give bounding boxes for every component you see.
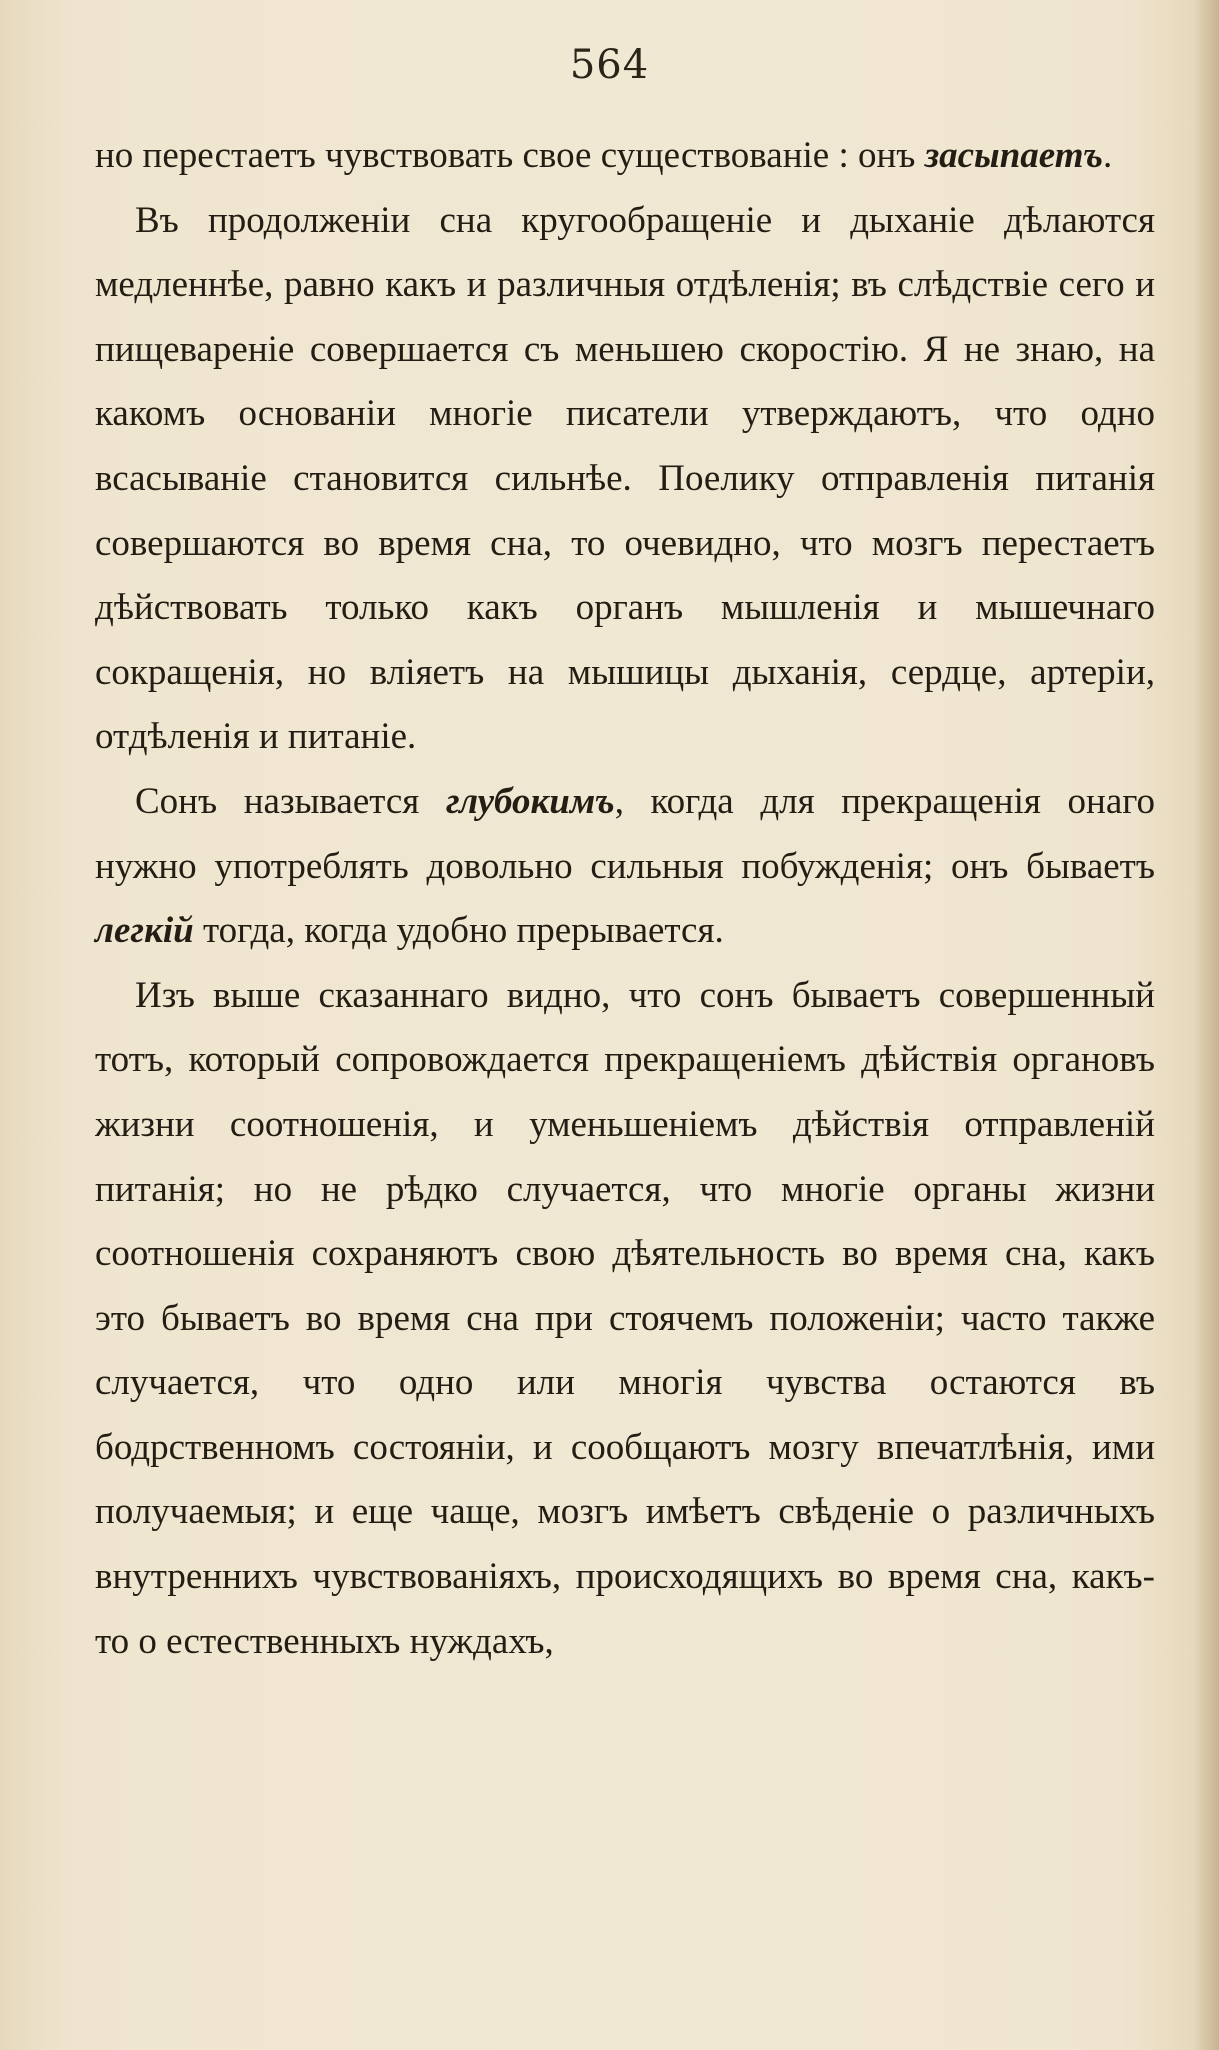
page-number: 564 bbox=[569, 42, 650, 88]
text-segment: Въ продолженіи сна кругообращеніе и дыханіе дѣлаются медленнѣе, равно какъ и различныя отдѣленія; въ слѣдствіе сего и пищевареніе совершается съ меньшею скоростію. Я не знаю, на какомъ основаніи многіе писатели утверждаютъ, что одно всасываніе становится сильнѣе. Поелику отправленія питанія совершаются во время сна, то очевидно, что мозгъ перестаетъ дѣйствовать только какъ органъ мышленія и мышечнаго сокращенія, но вліяетъ на мышицы дыханія, сердце, артеріи, отдѣленія и питаніе. bbox=[95, 199, 1155, 758]
italic-term-light: легкій bbox=[95, 910, 194, 952]
italic-term-deep: глубокимъ bbox=[445, 780, 615, 822]
page-gutter-shadow bbox=[1193, 0, 1219, 2050]
body-text bbox=[95, 124, 1155, 1674]
text-segment: . bbox=[1103, 135, 1113, 176]
paragraph-complete-sleep bbox=[95, 964, 1155, 1675]
text-segment: Сонъ называется bbox=[135, 780, 446, 822]
text-segment: Изъ выше сказаннаго видно, что сонъ бываетъ совершенный тотъ, который сопровождается прекращеніемъ дѣйствія органовъ жизни соотношенія, и уменьшеніемъ дѣйствія отправленій питанія; но не рѣдко случается, что многіе органы жизни соотношенія сохраняютъ свою дѣятельность во время сна, какъ это бываетъ во время сна при стоячемъ положеніи; часто также случается, что одно или многія чувства остаются въ бодрственномъ состояніи, и сообщаютъ мозгу впечатлѣнія, ими получаемыя; и еще чаще, мозгъ имѣетъ свѣденіе о различныхъ внутреннихъ чувствованіяхъ, происходящихъ во время сна, какъ-то о естественныхъ нуждахъ, bbox=[95, 974, 1155, 1662]
text-segment: , когда для прекращенія онаго нужно употреблять довольно сильныя побужденія; онъ бываетъ bbox=[95, 780, 1155, 887]
text-segment: но перестаетъ чувствовать свое существованіе : онъ bbox=[95, 135, 925, 176]
paragraph-sleep-functions bbox=[95, 189, 1155, 770]
paragraph-deep-light-sleep bbox=[95, 770, 1155, 964]
text-segment: тогда, когда удобно прерывается. bbox=[193, 910, 724, 952]
paragraph-continuation bbox=[95, 124, 1155, 189]
italic-term-falls-asleep: засыпаетъ bbox=[924, 135, 1104, 176]
